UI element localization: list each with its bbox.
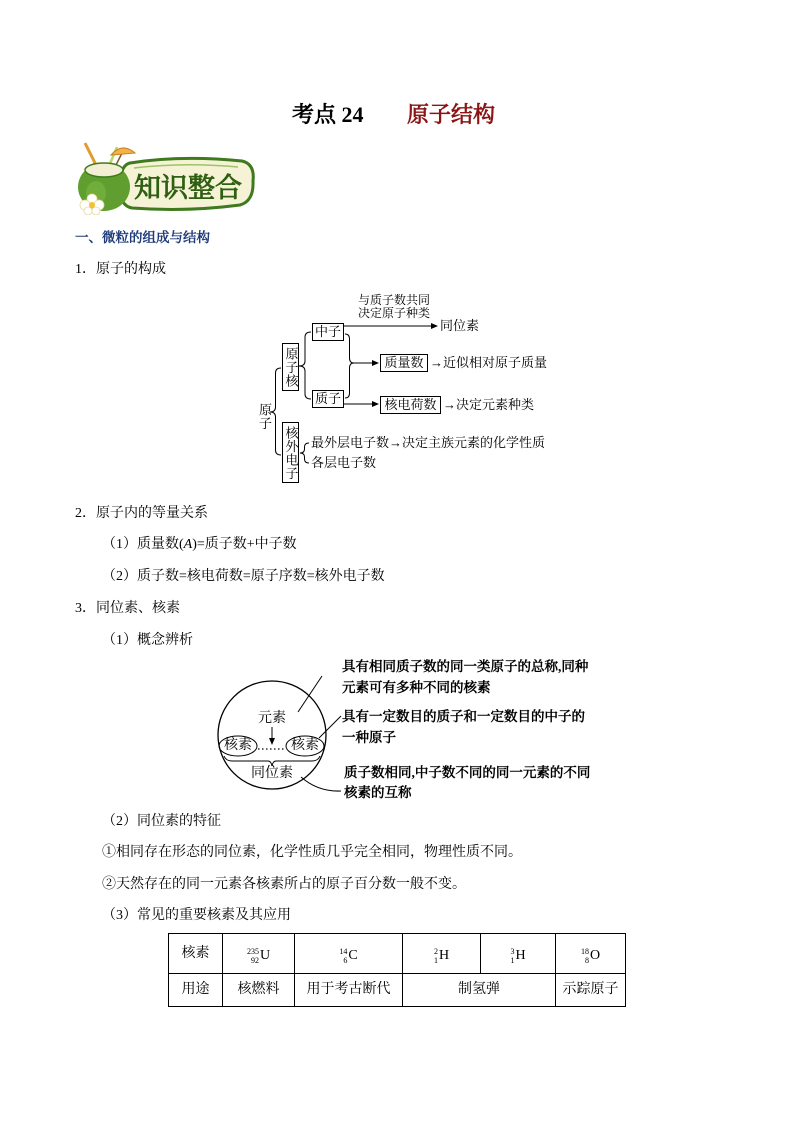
nuclide-cell	[481, 934, 556, 974]
element-symbol: H	[438, 948, 450, 963]
electrons-label: 核外电子	[283, 425, 299, 480]
nuclide-cell	[223, 934, 295, 974]
mass-result: →近似相对原子质量	[430, 355, 548, 370]
charge-result: →决定元素种类	[443, 397, 535, 412]
use-cell: 制氢弹	[403, 974, 556, 1007]
neutron-box	[312, 323, 344, 341]
proton-label: 质子	[314, 391, 341, 406]
mass-number: 235	[246, 947, 259, 956]
item-isotopes: 3．同位素、核素	[75, 601, 180, 616]
isotope-note-line2: 决定原子种类	[358, 306, 431, 320]
nuclide-right-label: 核素	[291, 738, 319, 753]
mass-number-box	[380, 354, 428, 372]
nuclide-notation	[434, 947, 449, 965]
nucleus-box	[282, 343, 299, 391]
pointer-isotope	[301, 777, 341, 791]
nuclide-cell	[556, 934, 626, 974]
outer-electrons-text: 最外层电子数→决定主族元素的化学性质	[311, 435, 546, 450]
equation-mass-number	[102, 536, 297, 554]
isotope-result: 同位素	[440, 318, 480, 333]
nuclide-cell	[403, 934, 481, 974]
element-symbol: C	[348, 948, 358, 963]
atomic-number: 6	[343, 956, 348, 965]
mass-number: 14	[339, 947, 348, 956]
table-subheading: （3）常见的重要核素及其应用	[102, 908, 291, 923]
nuclide-definition-line2: 一种原子	[342, 730, 396, 745]
feature-point-1: ①相同存在形态的同位素，化学性质几乎完全相同，物理性质不同。	[102, 845, 522, 860]
brace-nucleons	[345, 334, 354, 398]
pointer-nuclide	[319, 716, 341, 738]
page-title: 原子结构	[407, 102, 496, 127]
element-symbol: U	[259, 948, 271, 963]
layer-electrons-text: 各层电子数	[311, 455, 377, 470]
isotope-definition-line2: 核素的互称	[344, 785, 412, 800]
nuclide-notation	[247, 947, 270, 965]
neutron-label: 中子	[314, 324, 341, 339]
atomic-number: 1	[510, 956, 515, 965]
nuclear-charge-label: 核电荷数	[384, 397, 437, 412]
brace-electrons	[300, 443, 309, 463]
features-subheading: （2）同位素的特征	[102, 814, 221, 829]
use-cell: 核燃料	[223, 974, 295, 1007]
nuclide-table	[168, 933, 626, 1007]
nuclide-notation	[339, 947, 357, 965]
element-definition-line2: 元素可有多种不同的核素	[342, 680, 491, 695]
atom-label: 原子	[257, 403, 272, 430]
proton-box	[312, 390, 344, 408]
table-row	[169, 934, 626, 974]
concepts-subheading: （1）概念辨析	[102, 633, 193, 648]
element-symbol: O	[589, 948, 601, 963]
atomic-number: 8	[584, 956, 589, 965]
row-label-use: 用途	[169, 974, 223, 1007]
pointer-element	[298, 676, 322, 712]
nuclide-definition-line1: 具有一定数目的质子和一定数目的中子的	[342, 709, 585, 724]
eq1-variable: A	[183, 537, 193, 552]
mass-number: 3	[510, 947, 515, 956]
mass-number: 2	[433, 947, 438, 956]
use-cell: 用于考古断代	[295, 974, 403, 1007]
eq1-prefix: （1）质量数(	[102, 537, 184, 552]
element-label: 元素	[258, 711, 286, 726]
mass-number: 18	[580, 947, 589, 956]
banner-label: 知识整合	[134, 173, 242, 203]
row-label-nuclide: 核素	[169, 934, 223, 974]
nucleus-label: 原子核	[283, 346, 299, 388]
brace-nucleus	[299, 332, 311, 399]
nuclide-cell	[295, 934, 403, 974]
knowledge-banner	[72, 141, 257, 215]
feature-point-2: ②天然存在的同一元素各核素所占的原子百分数一般不变。	[102, 877, 466, 892]
item-equal-relations: 2．原子内的等量关系	[75, 506, 208, 521]
atomic-number: 1	[433, 956, 438, 965]
isotope-note-line1: 与质子数共同	[358, 293, 431, 307]
isotope-label: 同位素	[251, 766, 293, 781]
eq1-suffix: )=质子数+中子数	[192, 537, 297, 552]
isotope-definition-line1: 质子数相同,中子数不同的同一元素的不同	[344, 765, 591, 780]
use-cell: 示踪原子	[556, 974, 626, 1007]
nuclear-charge-box	[380, 396, 441, 414]
atomic-number: 92	[250, 956, 259, 965]
element-definition-line1: 具有相同质子数的同一类原子的总称,同种	[342, 659, 589, 674]
equation-proton-number: （2）质子数=核电荷数=原子序数=核外电子数	[102, 569, 385, 584]
nuclide-notation	[510, 947, 525, 965]
element-symbol: H	[515, 948, 526, 963]
item-atom-structure: 1．原子的构成	[75, 262, 166, 277]
nuclide-notation	[581, 947, 600, 965]
title-prefix: 考点 24	[292, 102, 364, 127]
electrons-box	[282, 422, 299, 483]
table-row	[169, 974, 626, 1007]
nuclide-left-label: 核素	[224, 738, 252, 753]
section-heading: 一、微粒的组成与结构	[75, 230, 210, 245]
mass-number-label: 质量数	[384, 355, 424, 370]
